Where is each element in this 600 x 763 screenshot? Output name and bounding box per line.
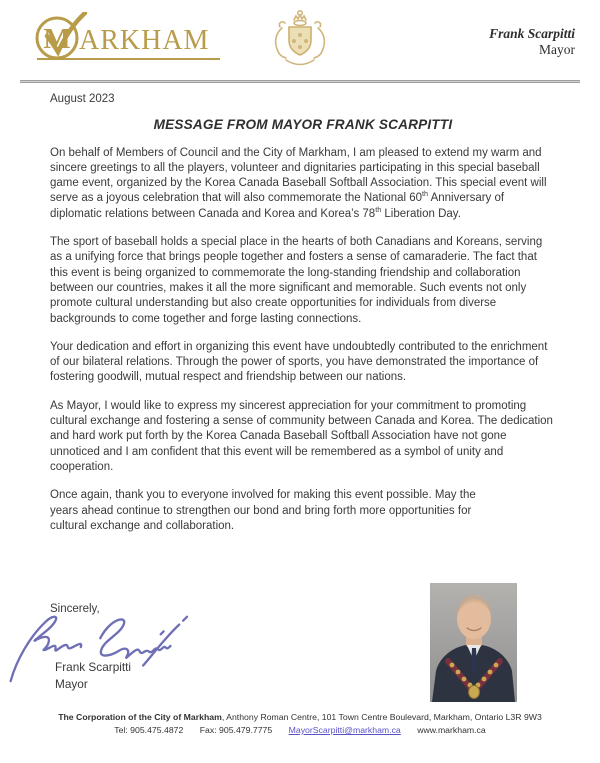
footer — [0, 711, 600, 737]
markham-crest-icon — [268, 8, 332, 70]
footer-contact-line — [0, 724, 600, 737]
signer-name: Frank Scarpitti — [55, 660, 132, 674]
letter-paragraph: On behalf of Members of Council and the City of Markham, I am pleased to extend my warm and sincere greetings to all the players, volunteer and dignitaries participating in this special baseball game event, organized by the Korea Canada Baseball Softball Association. This special event will serve as a joyous celebration that will also commemorate the National 60th Anniversary of diplomatic relations between Canada and Korea and Korea’s 78th Liberation Day. — [50, 146, 547, 220]
header-officer-title: Mayor — [539, 42, 575, 57]
closing-sincerely: Sincerely, — [50, 603, 100, 615]
letter-paragraph: The sport of baseball holds a special place in the hearts of both Canadians and Koreans, serving as a unifying force that brings people together and fosters a sense of camaraderie. The fact that this event is being organized to commemorate the long-standing friendship and collaboration between our countries, makes it all the more significant and memorable. Such events not only promote cultural understanding but also create opportunities for individuals from diverse backgrounds to come together and forge lasting connections. — [50, 236, 543, 325]
logo-letter-m: M — [43, 23, 71, 55]
footer-website: www.markham.ca — [417, 725, 486, 735]
footer-fax: Fax: 905.479.7775 — [199, 725, 273, 735]
footer-email-link[interactable]: MayorScarpitti@markham.ca — [288, 725, 401, 735]
mayor-signature — [4, 609, 218, 685]
logo-underline — [37, 58, 220, 60]
letter-paragraphs — [50, 146, 556, 535]
mayor-photo — [430, 583, 517, 702]
letter-paragraph: Once again, thank you to everyone involved for making this event possible. May the years ahead continue to strengthen our bond and bring forth more opportunities for cultural exchange and collaboration. — [50, 489, 476, 532]
markham-logo — [32, 12, 224, 66]
signer-title: Mayor — [55, 676, 88, 691]
header-officer-name: Frank Scarpitti — [489, 26, 575, 41]
letter-body — [50, 92, 556, 534]
closing-block — [50, 601, 310, 692]
letter-title: MESSAGE FROM MAYOR FRANK SCARPITTI — [153, 117, 453, 133]
logo-wordmark: ARKHAM — [79, 25, 210, 56]
footer-tel: Tel: 905.475.4872 — [114, 725, 184, 735]
footer-address: , Anthony Roman Centre, 101 Town Centre Boulevard, Markham, Ontario L3R 9W3 — [221, 712, 542, 722]
letter-paragraph: Your dedication and effort in organizing this event have undoubtedly contributed to the enrichment of our bilateral relations. Through the power of sports, you have demonstrated the importance of fostering goodwill, mutual respect and friendship between our nations. — [50, 340, 548, 384]
header-officer-block — [489, 26, 575, 58]
header-divider — [20, 80, 580, 83]
footer-org-name: The Corporation of the City of Markham — [58, 712, 222, 722]
letter-date: August 2023 — [50, 93, 115, 105]
letter-paragraph: As Mayor, I would like to express my sincerest appreciation for your commitment to promoting cultural exchange and fostering a sense of community between Canada and Korea. The dedication and hard work put forth by the Korea Canada Baseball Softball Association have not gone unnoticed and I am confident that this event will be remembered as a symbol of unity and cooperation. — [50, 399, 553, 473]
footer-address-line — [0, 711, 600, 724]
